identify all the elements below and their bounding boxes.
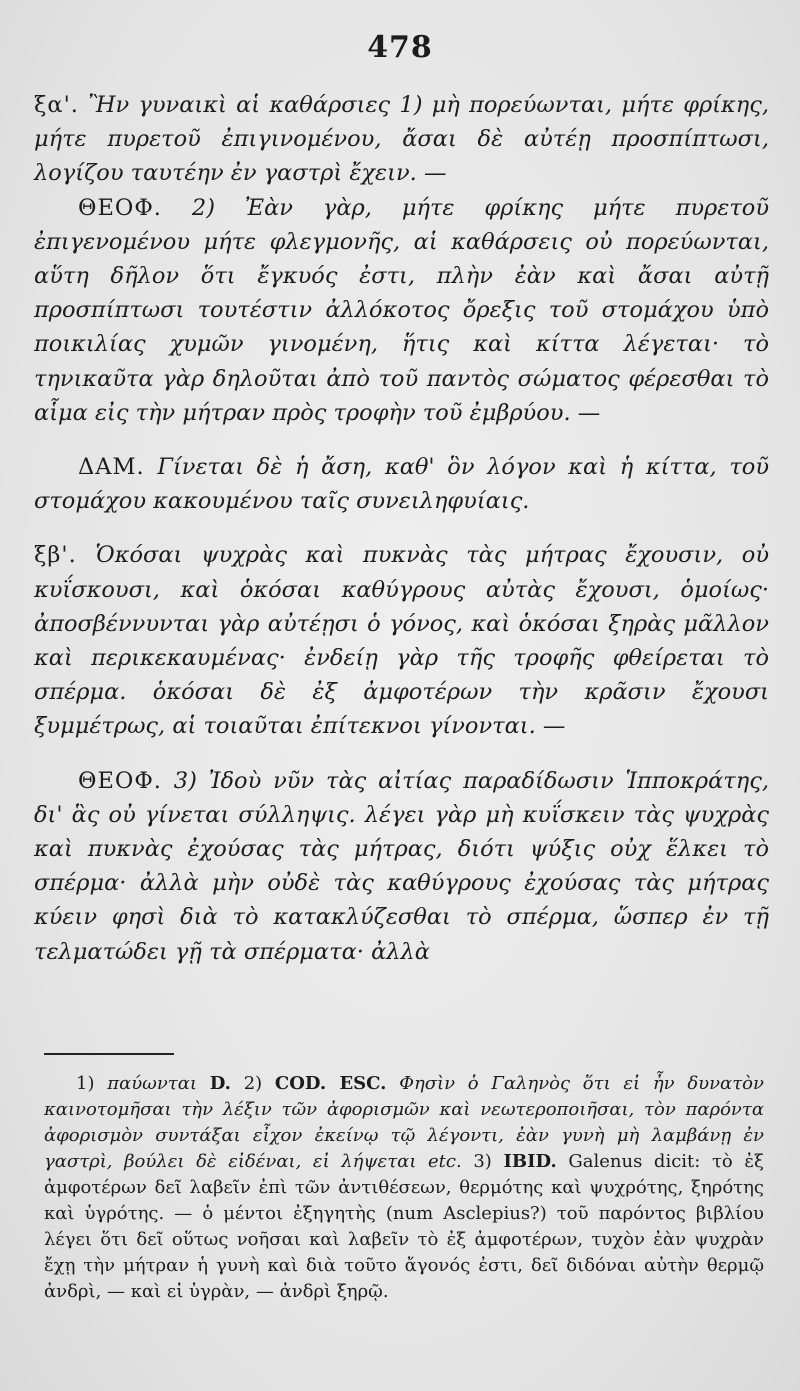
paragraph-aphorism-61 — [34, 88, 769, 191]
aphorism-number: ξβ'. — [34, 542, 77, 569]
paragraph-commentary-damascius — [34, 450, 769, 518]
paragraph-commentary-theophilus — [34, 191, 769, 430]
footnote-2-marker: 2) — [243, 1073, 263, 1094]
commentary-text: 2) Ἐὰν γὰρ, μήτε φρίκης μήτε πυρετοῦ ἐπιγενομένου μήτε φλεγμονῆς, αἱ καθάρσεις οὐ πορεύωνται, αὕτη δῆλον ὅτι ἔγκυός ἐστι, πλὴν ἐὰν καὶ ἄσαι αὐτῇ προσπίπτωσι τουτέστιν ἀλλόκοτος ὄρεξις τοῦ στομάχου ὑπὸ ποικιλίας χυμῶν γινομένη, ἥτις καὶ κίττα λέγεται· τὸ τηνικαῦτα γὰρ δηλοῦται ἀπὸ τοῦ παντὸς σώματος φέρεσθαι τὸ αἷμα εἰς τὴν μήτραν πρὸς τροφὴν τοῦ ἐμβρύου. — — [34, 194, 770, 426]
footnote-1-source: D. — [209, 1073, 231, 1094]
aphorism-number: ξα'. — [34, 92, 79, 118]
commentator-label: ΘΕΟΦ. — [78, 767, 162, 794]
commentary-text: Γίνεται δὲ ἡ ἄση, καθ' ὃν λόγον καὶ ἡ κίττα, τοῦ στομάχου κακουμένου ταῖς συνειληφυίαις. — [34, 454, 769, 515]
commentator-label: ΔΑΜ. — [78, 454, 145, 481]
footnote-2-text: Φησὶν ὁ Γαληνὸς ὅτι εἰ ἦν δυνατὸν καινοτομῆσαι τὴν λέξιν τῶν ἀφορισμῶν καὶ νεωτεροποιῆσαι, τὸν παρόντα ἀφορισμὸν συντάξαι εἶχον ἐκείνῳ τῷ λέγοντι, ἐὰν γυνὴ μὴ λαμβάνῃ ἐν γαστρὶ, βούλει δὲ εἰδέναι, εἰ λήψεται etc. — [44, 1073, 764, 1172]
paragraph-commentary-theophilus-2 — [34, 764, 769, 969]
footnote-3-source: IBID. — [503, 1151, 557, 1172]
paragraph-aphorism-62 — [34, 538, 769, 743]
commentary-text: 3) Ἰδοὺ νῦν τὰς αἰτίας παραδίδωσιν Ἱπποκράτης, δι' ἃς οὐ γίνεται σύλληψις. λέγει γὰρ μὴ κυΐσκειν τὰς ψυχρὰς καὶ πυκνὰς ἐχούσας τὰς μήτρας, διότι ψύξις οὐχ ἕλκει τὸ σπέρμα· ἀλλὰ μὴν οὐδὲ τὰς καθύγρους ἐχούσας τὰς μήτρας κύειν φησὶ διὰ τὸ κατακλύζεσθαι τὸ σπέρμα, ὥσπερ ἐν τῇ τελματώδει γῇ τὰ σπέρματα· ἀλλὰ — [34, 767, 769, 965]
footnote-3-marker: 3) — [473, 1151, 492, 1172]
footnote-3-text: Galenus dicit: τὸ ἐξ ἀμφοτέρων δεῖ λαβεῖν ἐπὶ τῶν ἀντιθέσεων, θερμότης καὶ ψυχρότης, ξηρότης καὶ ὑγρότης. — ὁ μέντοι ἐξηγητὴς (num Asclepius?) τοῦ παρόντος βιβλίου λέγει ὅτι δεῖ οὕτως νοῆσαι καὶ λαβεῖν τὸ ἐξ ἀμφοτέρων, τυχὸν ἐὰν ψυχρὰν ἔχῃ τὴν μήτραν ἡ γυνὴ καὶ διὰ τοῦτο ἄγονός ἐστι, δεῖ διδόναι αὐτὴν θερμῷ ἀνδρὶ, — καὶ εἰ ὑγρὰν, — ἀνδρὶ ξηρῷ. — [44, 1151, 764, 1302]
main-text — [34, 88, 769, 969]
footnote-2-source: COD. ESC. — [274, 1073, 387, 1094]
aphorism-text: Ὁκόσαι ψυχρὰς καὶ πυκνὰς τὰς μήτρας ἔχουσιν, οὐ κυΐσκουσι, καὶ ὁκόσαι καθύγρους αὐτὰς ἔχουσι, ὁμοίως· ἀποσβέννυνται γὰρ αὐτέῃσι ὁ γόνος, καὶ ὁκόσαι ξηρὰς μᾶλλον καὶ περικεκαυμένας· ἐνδείῃ γὰρ τῆς τροφῆς φθείρεται τὸ σπέρμα. ὁκόσαι δὲ ἐξ ἀμφοτέρων τὴν κρᾶσιν ἔχουσι ξυμμέτρως, αἱ τοιαῦται ἐπίτεκνοι γίνονται. — — [34, 542, 769, 740]
footnote-divider — [44, 1053, 174, 1055]
footnote-1-marker: 1) — [76, 1073, 95, 1094]
page-number: 478 — [367, 30, 433, 65]
footnote-block — [44, 1071, 764, 1305]
footnotes — [44, 1071, 764, 1305]
aphorism-text: Ἢν γυναικὶ αἱ καθάρσιες 1) μὴ πορεύωνται, μήτε φρίκης, μήτε πυρετοῦ ἐπιγινομένου, ἄσαι δὲ αὐτέῃ προσπίπτωσι, λογίζου ταυτέην ἐν γαστρὶ ἔχειν. — — [34, 92, 769, 187]
footnote-1-text: παύωνται — [107, 1073, 197, 1094]
commentator-label: ΘΕΟΦ. — [78, 194, 162, 221]
